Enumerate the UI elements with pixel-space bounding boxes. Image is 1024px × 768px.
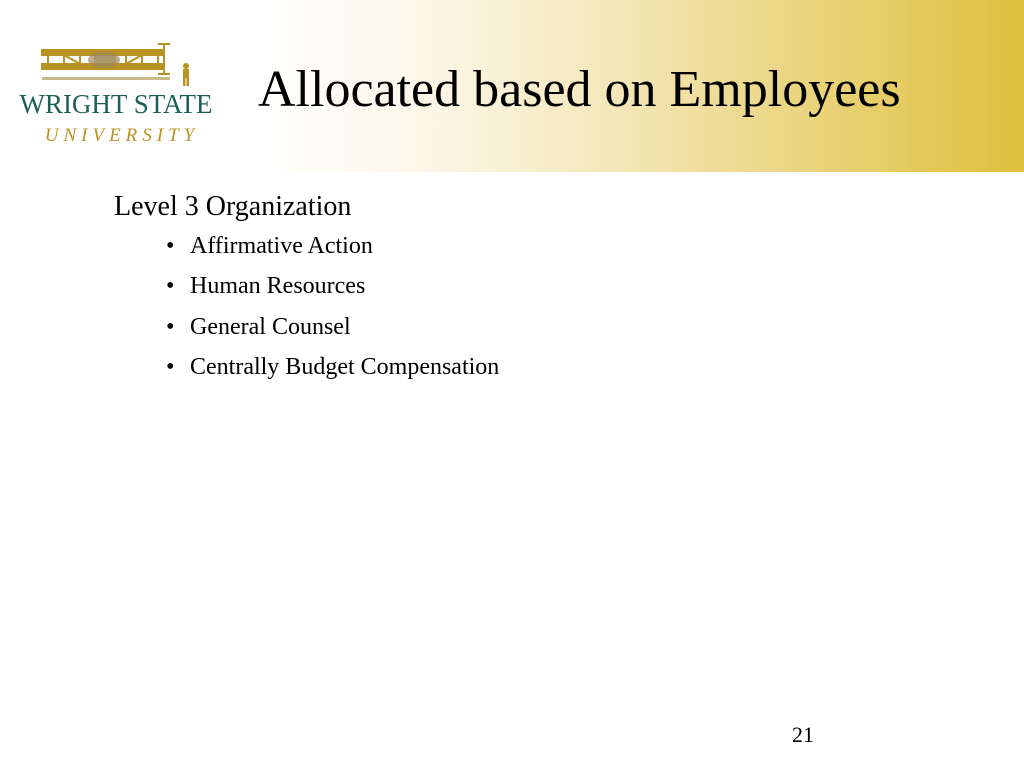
logo-wordmark-line1: WRIGHT STATE — [19, 89, 213, 119]
slide-title: Allocated based on Employees — [258, 61, 901, 118]
level1-heading: Level 3 Organization — [114, 191, 352, 222]
bullet-text: Affirmative Action — [190, 232, 373, 259]
bullet-icon: • — [166, 313, 175, 340]
bullet-item — [166, 233, 499, 259]
slide-content — [114, 192, 499, 394]
bullet-icon: • — [166, 273, 175, 300]
wright-flyer-logo-icon — [8, 40, 224, 90]
bullet-item — [166, 314, 499, 340]
bullet-text: General Counsel — [190, 313, 351, 340]
bullet-item — [166, 354, 499, 380]
bullet-text: Human Resources — [190, 273, 366, 300]
logo-wordmark-line2: UNIVERSITY — [44, 125, 200, 146]
bullet-text: Centrally Budget Compensation — [190, 353, 500, 380]
bullet-list — [114, 233, 499, 381]
bullet-icon: • — [166, 353, 175, 380]
bullet-item — [166, 273, 499, 299]
bullet-icon: • — [166, 232, 175, 259]
university-logo — [8, 40, 224, 152]
page-number: 21 — [792, 722, 814, 747]
